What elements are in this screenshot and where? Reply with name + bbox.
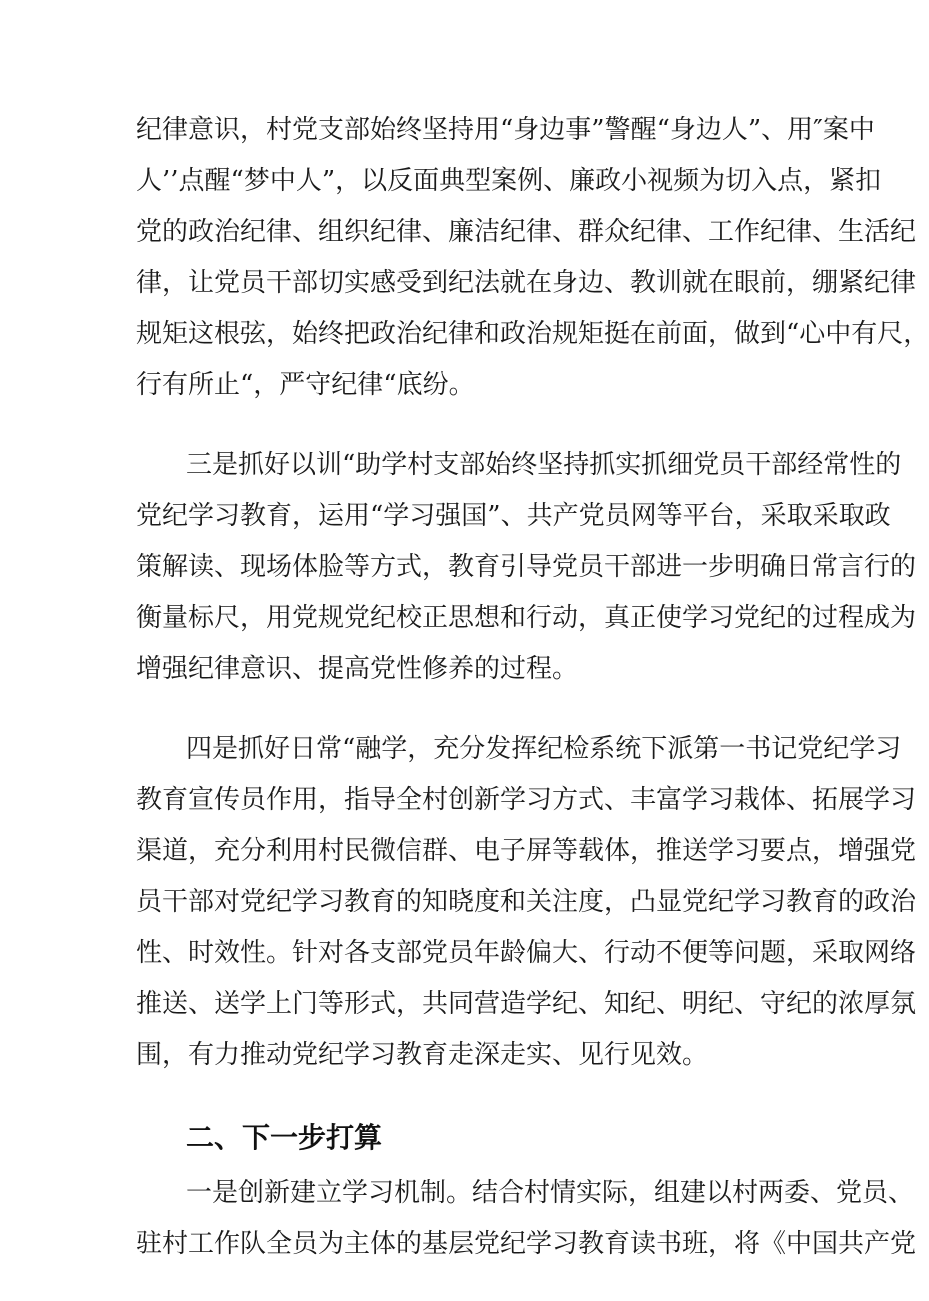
paragraph-1-line-4: 律，让党员干部切实感受到纪法就在身边、教训就在眼前，绷紧纪律 [136,267,917,298]
paragraph-3-line-6: 推送、送学上门等形式，共同营造学纪、知纪、明纪、守纪的浓厚氛 [136,988,917,1019]
section-heading: 二、下一步打算 [186,1120,383,1154]
paragraph-3-line-5: 性、时效性。针对各支部党员年龄偏大、行动不便等问题，采取网络 [136,937,917,968]
paragraph-2-line-2: 党纪学习教育，运用“学习强国”、共产党员网等平台，采取采取政 [136,500,891,531]
paragraph-3-line-2: 教育宣传员作用，指导全村创新学习方式、丰富学习栽体、拓展学习 [136,784,917,815]
paragraph-1-line-3: 党的政治纪律、组织纪律、廉洁纪律、群众纪律、工作纪律、生活纪 [136,216,917,247]
paragraph-3-line-3: 渠道，充分利用村民微信群、电子屏等载体，推送学习要点，增强党 [136,835,917,866]
paragraph-1-line-5: 规矩这根弦，始终把政治纪律和政治规矩挺在前面，做到“心中有尺， [136,318,929,349]
paragraph-2-line-4: 衡量标尺，用党规党纪校正思想和行动，真正使学习党纪的过程成为 [136,602,917,633]
next-paragraph-line-1: 一是创新建立学习机制。结合村情实际，组建以村两委、党员、 [186,1178,915,1209]
paragraph-1-line-2: 人’’点醒“梦中人”，以反面典型案例、廉政小视频为切入点，紧扣 [136,165,882,196]
paragraph-3-line-4: 员干部对党纪学习教育的知晓度和关注度，凸显党纪学习教育的政治 [136,886,917,917]
paragraph-2-line-1: 三是抓好以训“助学村支部始终坚持抓实抓细党员干部经常性的 [186,449,902,480]
paragraph-1-line-1: 纪律意识，村党支部始终坚持用“身边事”警醒“身边人”、用″案中 [136,115,875,145]
paragraph-2-line-3: 策解读、现场体脸等方式，教育引导党员干部进一步明确日常言行的 [136,551,917,582]
next-paragraph-line-2: 驻村工作队全员为主体的基层党纪学习教育读书班，将《中国共产党 [136,1229,917,1259]
paragraph-3-line-1: 四是抓好日常“融学，充分发挥纪检系统下派第一书记党纪学习 [186,733,902,764]
paragraph-2-line-5: 增强纪律意识、提高党性修养的过程。 [136,653,579,684]
paragraph-1-line-6: 行有所止“，严守纪律“底纷。 [136,369,475,400]
paragraph-3-line-7: 围，有力推动党纪学习教育走深走实、见行见效。 [136,1039,709,1070]
